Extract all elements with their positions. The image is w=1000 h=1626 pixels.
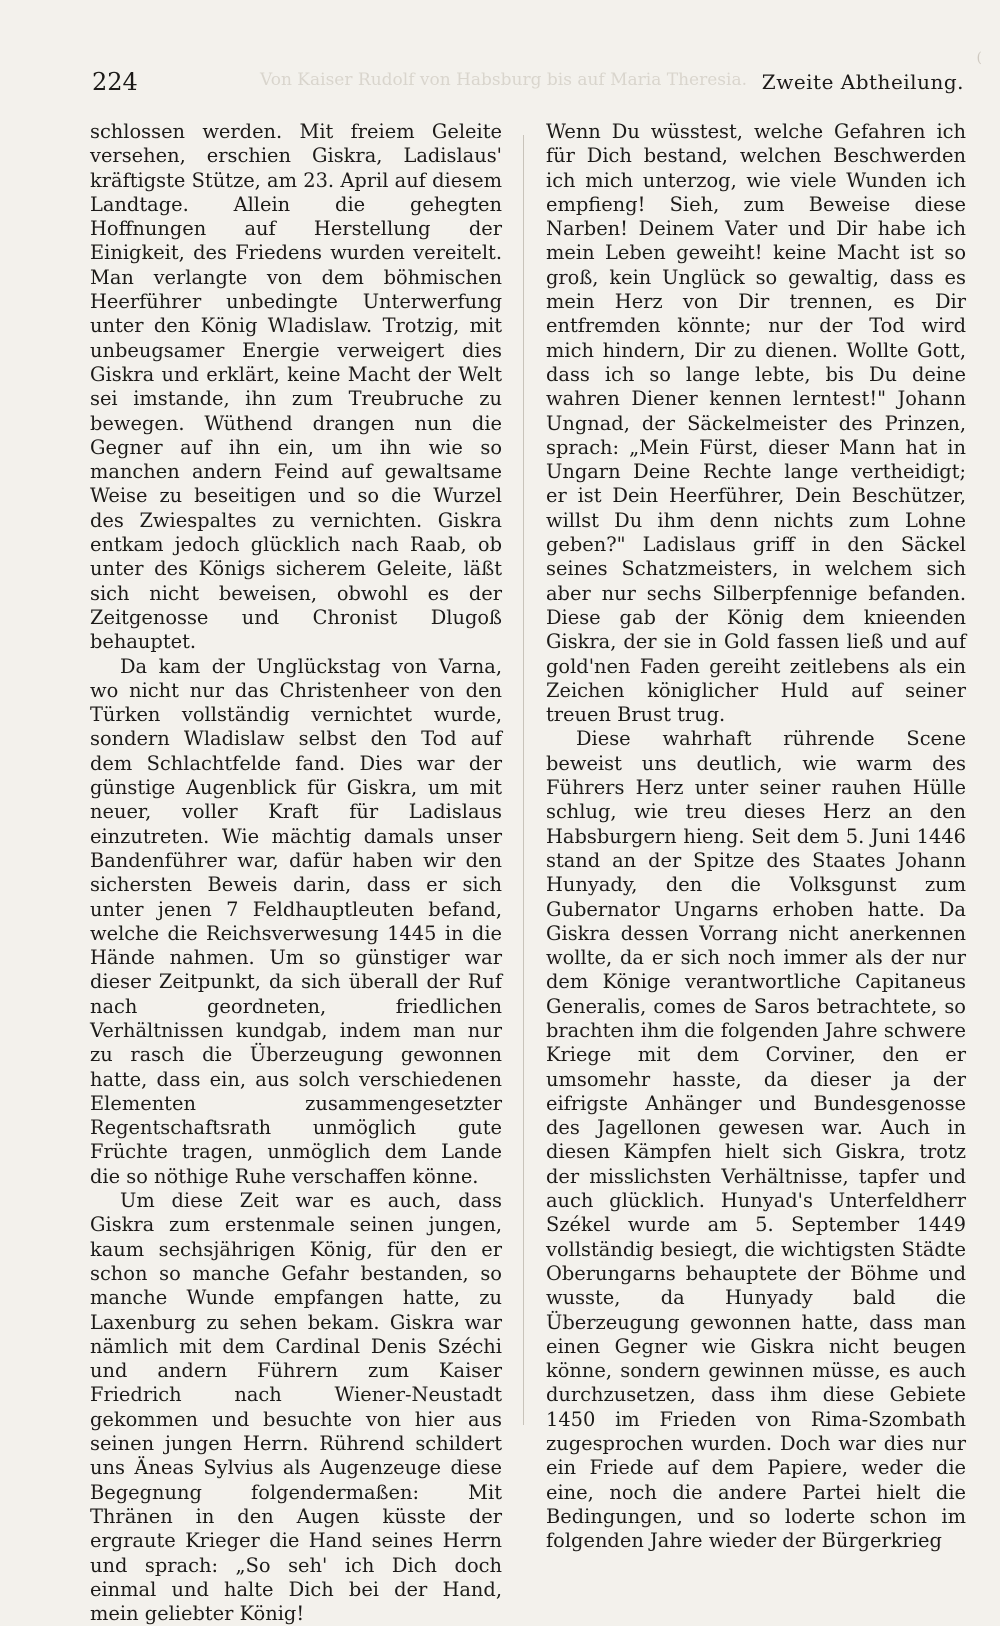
paragraph: schlossen werden. Mit freiem Geleite versehen, erschien Giskra, Ladislaus' kräftigste Stütze, am 23. April auf diesem Landtage. Allein die gehegten Hoffnungen auf Herstellung der Einigkeit, des Friedens wurden vereitelt. Man verlangte von dem böhmischen Heerführer unbedingte Unterwerfung unter den König Wladislaw. Trotzig, mit unbeugsamer Energie verweigert dies Giskra und erklärt, keine Macht der Welt sei imstande, ihn zum Treubruche zu bewegen. Wüthend drangen nun die Gegner auf ihn ein, um ihn wie so manchen andern Feind auf gewaltsame Weise zu beseitigen und so die Wurzel des Zwiespaltes zu vernichten. Giskra entkam jedoch glücklich nach Raab, ob unter des Königs sicherem Geleite, läßt sich nicht beweisen, obwohl es der Zeitgenosse und Chronist Dlugoß behauptet. — [90, 120, 502, 654]
paragraph: Da kam der Unglückstag von Varna, wo nicht nur das Christenheer von den Türken vollständig vernichtet wurde, sondern Wladislaw selbst den Tod auf dem Schlachtfelde fand. Dies war der günstige Augenblick für Giskra, um mit neuer, voller Kraft für Ladislaus einzutreten. Wie mächtig damals unser Bandenführer war, dafür haben wir den sichersten Beweis darin, dass er sich unter jenen 7 Feldhauptleuten befand, welche die Reichsverwesung 1445 in die Hände nahmen. Um so günstiger war dieser Zeitpunkt, da sich überall der Ruf nach geordneten, friedlichen Verhältnissen kundgab, indem man nur zu rasch die Überzeugung gewonnen hatte, dass ein, aus solch verschiedenen Elementen zusammengesetzter Regentschaftsrath unmöglich gute Früchte tragen, unmöglich dem Lande die so nöthige Ruhe verschaffen könne. — [90, 654, 502, 1188]
right-column — [546, 120, 966, 1554]
page-number: 224 — [92, 68, 138, 96]
column-divider — [523, 135, 524, 1425]
paragraph: Um diese Zeit war es auch, dass Giskra zum erstenmale seinen jungen, kaum sechsjährigen König, für den er schon so manche Gefahr bestanden, so manche Wunde empfangen hatte, zu Laxenburg zu sehen bekam. Giskra war nämlich mit dem Cardinal Denis Széchi und andern Führern zum Kaiser Friedrich nach Wiener-Neustadt gekommen und besuchte von hier aus seinen jungen Herrn. Rührend schildert uns Äneas Sylvius als Augenzeuge diese Begegnung folgendermaßen: Mit Thränen in den Augen küsste der ergraute Krieger die Hand seines Herrn und sprach: „So seh' ich Dich doch einmal und halte Dich bei der Hand, mein geliebter König! — [90, 1189, 502, 1626]
paragraph: Wenn Du wüsstest, welche Gefahren ich für Dich bestand, welchen Beschwerden ich mich unterzog, wie viele Wunden ich empfieng! Sieh, zum Beweise diese Narben! Deinem Vater und Dir habe ich mein Leben geweiht! keine Macht ist so groß, kein Unglück so gewaltig, dass es mein Herz von Dir trennen, es Dir entfremden könnte; nur der Tod wird mich hindern, Dir zu dienen. Wollte Gott, dass ich so lange lebte, bis Du deine wahren Diener kennen lerntest!" Johann Ungnad, der Säckelmeister des Prinzen, sprach: „Mein Fürst, dieser Mann hat in Ungarn Deine Rechte lange vertheidigt; er ist Dein Heerführer, Dein Beschützer, willst Du ihm denn nichts zum Lohne geben?" Ladislaus griff in den Säckel seines Schatzmeisters, in welchem sich aber nur sechs Silberpfennige befanden. Diese gab der König dem knieenden Giskra, der sie in Gold fassen ließ und auf gold'nen Faden gereiht zeitlebens als ein Zeichen königlicher Huld auf seiner treuen Brust trug. — [546, 120, 966, 727]
left-column — [90, 120, 502, 1626]
paragraph: Diese wahrhaft rührende Scene beweist uns deutlich, wie warm des Führers Herz unter seiner rauhen Hülle schlug, wie treu dieses Herz an den Habsburgern hieng. Seit dem 5. Juni 1446 stand an der Spitze des Staates Johann Hunyady, den die Volksgunst zum Gubernator Ungarns erhoben hatte. Da Giskra dessen Vorrang nicht anerkennen wollte, da er sich noch immer als der nur dem Könige verantwortliche Capitaneus Generalis, comes de Saros betrachtete, so brachten ihm die folgenden Jahre schwere Kriege mit dem Corviner, den er umsomehr hasste, da dieser ja der eifrigste Anhänger und Bundesgenosse des Jagellonen gewesen war. Auch in diesen Kämpfen hielt sich Giskra, trotz der misslichsten Verhältnisse, tapfer und auch glücklich. Hunyad's Unterfeldherr Székel wurde am 5. September 1449 vollständig besiegt, die wichtigsten Städte Oberungarns behauptete der Böhme und wusste, da Hunyady bald die Überzeugung gewonnen hatte, dass man einen Gegner wie Giskra nicht beugen könne, sondern gewinnen müsse, es auch durchzusetzen, dass ihm diese Gebiete 1450 im Frieden von Rima-Szombath zugesprochen wurden. Doch war dies nur ein Friede auf dem Papiere, weder die eine, noch die andere Partei hielt die Bedingungen, und so loderte schon im folgenden Jahre wieder der Bürgerkrieg — [546, 727, 966, 1553]
corner-mark: ( — [976, 50, 982, 66]
running-title: Zweite Abtheilung. — [761, 70, 964, 94]
bleed-through-header: Von Kaiser Rudolf von Habsburg bis auf Maria Theresia. — [260, 70, 747, 90]
page-header — [92, 68, 964, 104]
